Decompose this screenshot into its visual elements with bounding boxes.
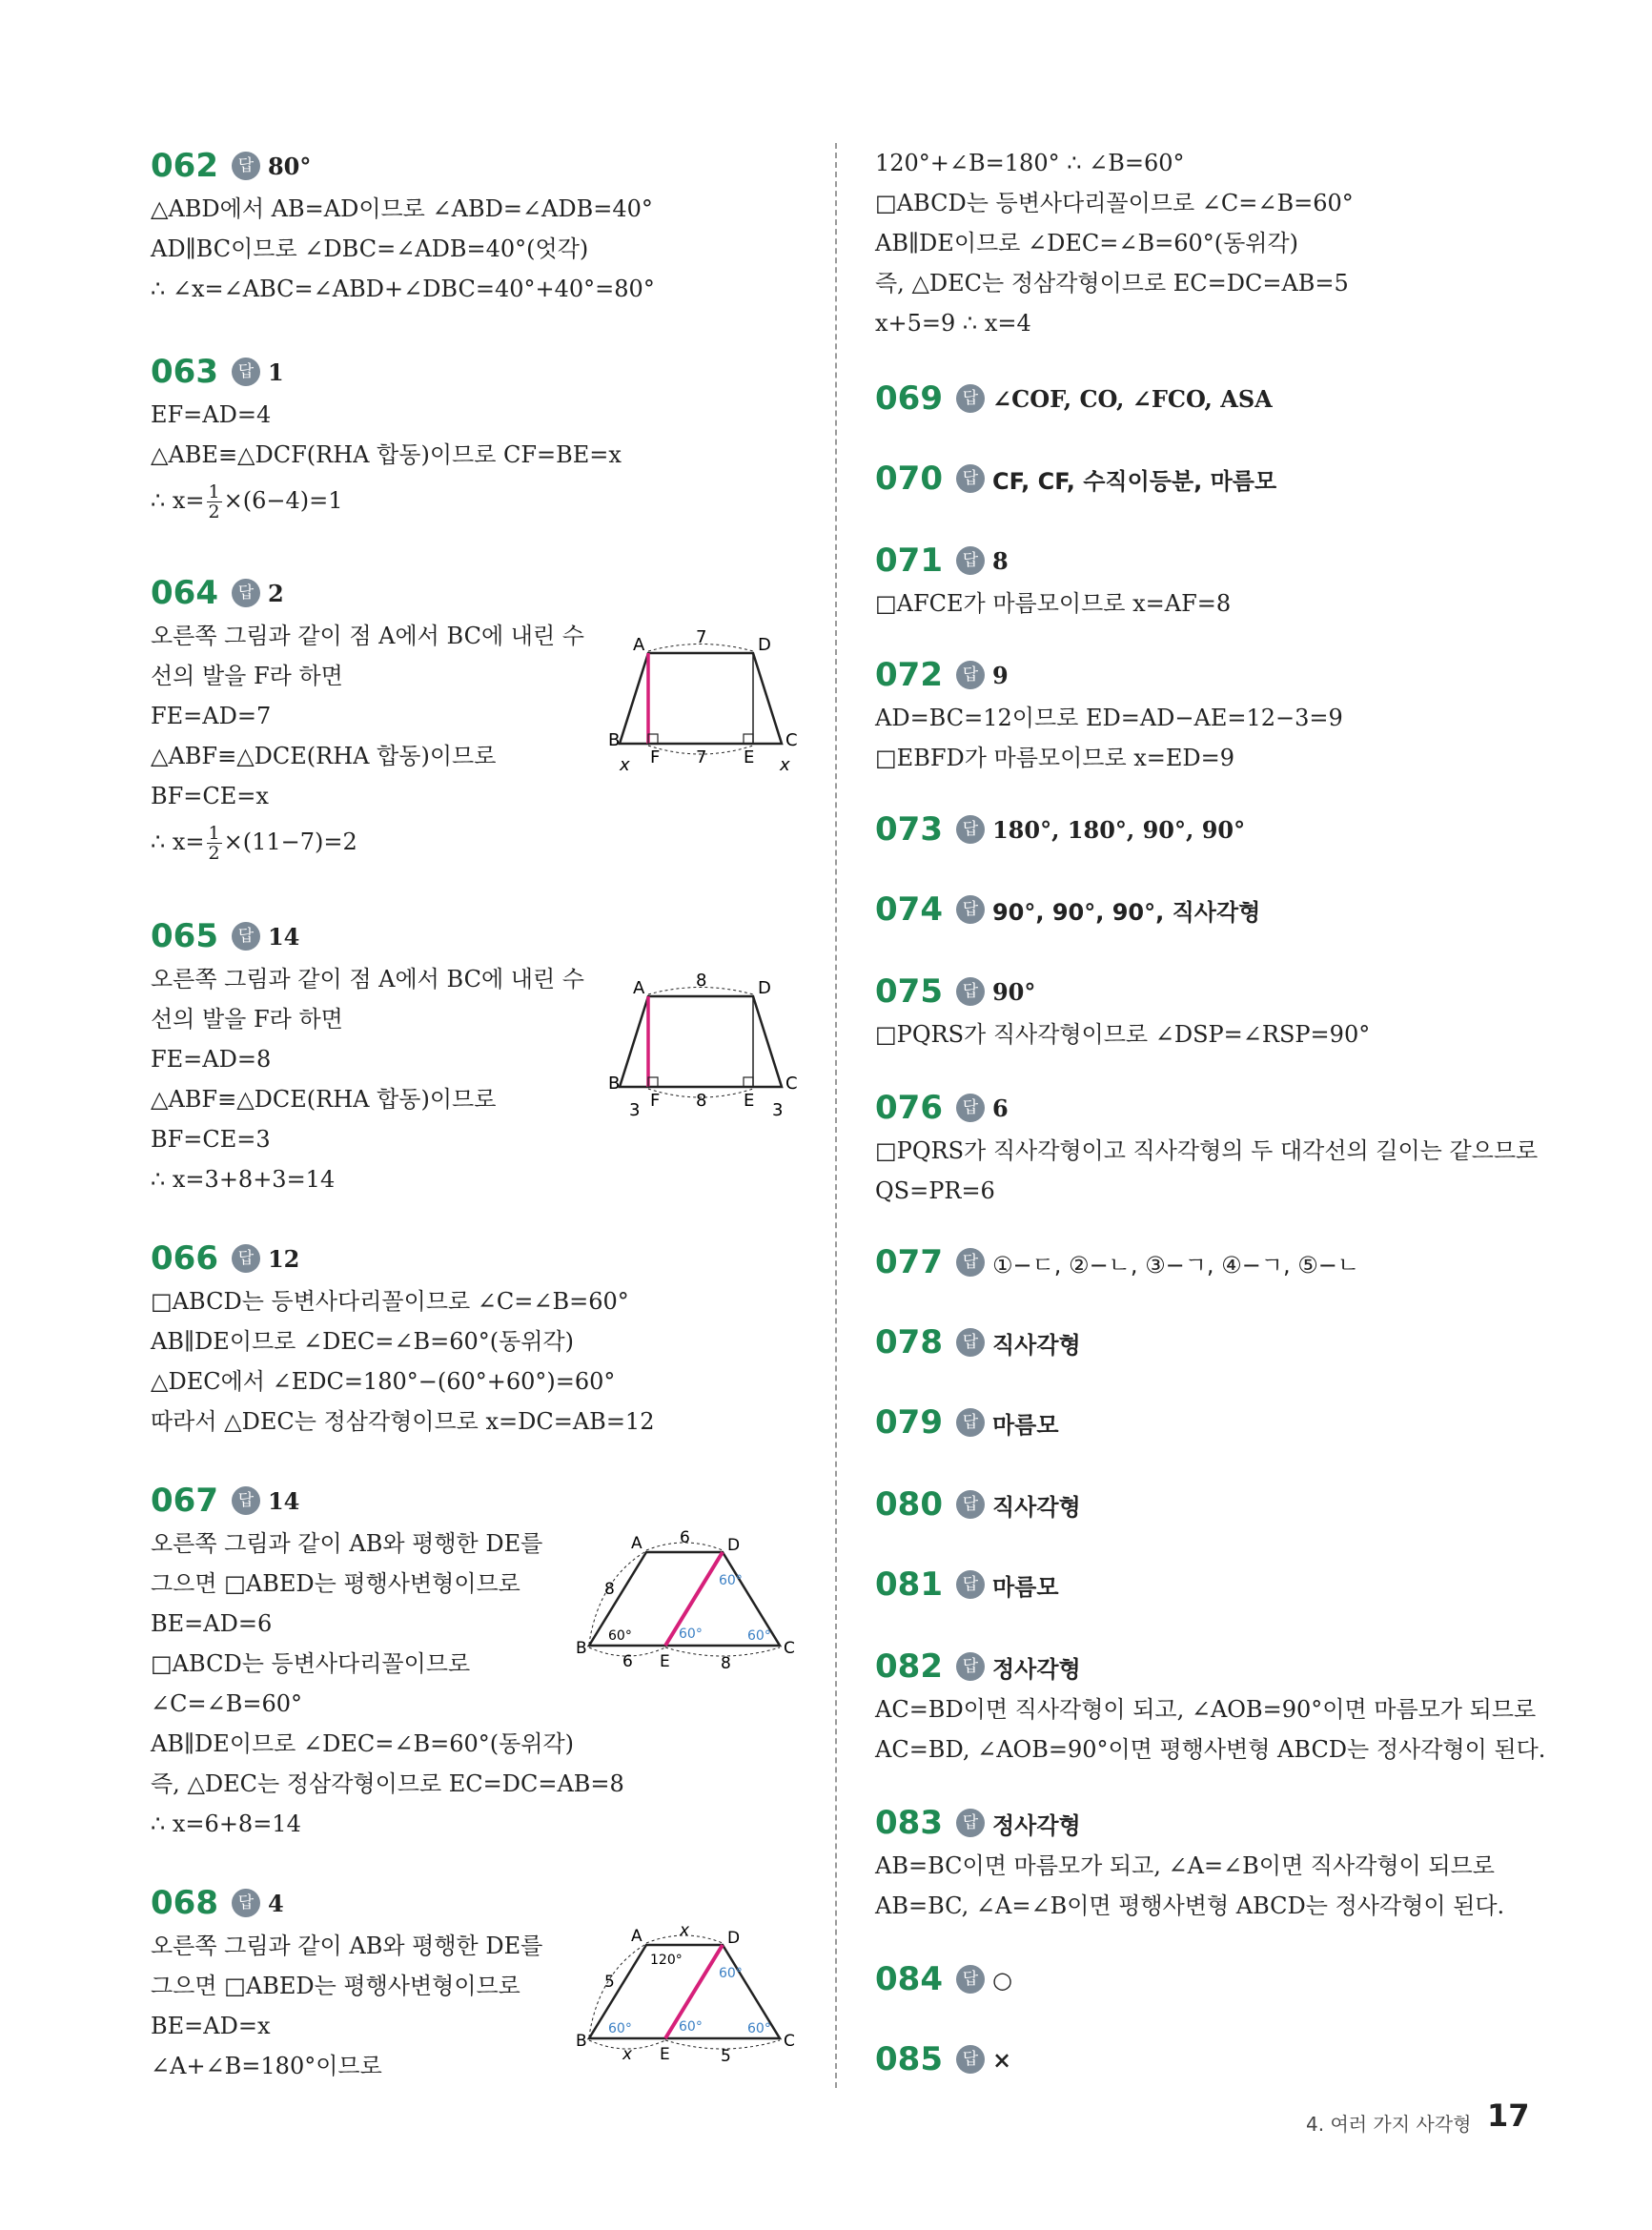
problem-080 bbox=[875, 1482, 1081, 1527]
side-length-label: 8 bbox=[604, 1580, 615, 1599]
vertex-b-label: B bbox=[576, 2032, 587, 2051]
vertex-b-label: B bbox=[608, 730, 621, 750]
be-length-label: 6 bbox=[622, 1652, 633, 1671]
answer-badge: 답 bbox=[956, 1094, 985, 1122]
problem-number: 078 bbox=[875, 1323, 943, 1361]
problem-084 bbox=[875, 1956, 1012, 2002]
answer: CF, CF, 수직이등분, 마름모 bbox=[991, 467, 1277, 495]
answer-badge: 답 bbox=[956, 464, 985, 493]
answer-badge: 답 bbox=[956, 815, 985, 844]
solution-line: QS=PR=6 bbox=[875, 1177, 995, 1204]
answer-badge: 답 bbox=[956, 1809, 985, 1837]
vertex-c-label: C bbox=[785, 730, 798, 750]
problem-074 bbox=[875, 887, 1260, 932]
solution-line: AB=BC이면 마름모가 되고, ∠A=∠B이면 직사각형이 되므로 bbox=[875, 1852, 1495, 1879]
solution-line: EF=AD=4 bbox=[151, 401, 272, 428]
top-length-label: x bbox=[680, 1921, 690, 1940]
point-e-label: E bbox=[744, 1091, 755, 1111]
problem-number: 084 bbox=[875, 1960, 943, 1998]
angle-c-label: 60° bbox=[747, 2021, 771, 2036]
point-e-label: E bbox=[660, 2045, 670, 2064]
problem-number: 068 bbox=[151, 1884, 218, 1922]
answer: 직사각형 bbox=[991, 1493, 1081, 1521]
angle-d-label: 60° bbox=[719, 1573, 743, 1588]
problem-082 bbox=[875, 1644, 1545, 1770]
problem-number: 066 bbox=[151, 1239, 218, 1278]
answer: 12 bbox=[267, 1244, 300, 1273]
answer: 90° bbox=[991, 977, 1036, 1006]
problem-number: 065 bbox=[151, 917, 218, 955]
answer-badge: 답 bbox=[232, 1244, 260, 1273]
answer: 6 bbox=[991, 1094, 1009, 1122]
problem-number: 071 bbox=[875, 542, 943, 580]
point-e-label: E bbox=[744, 747, 755, 767]
problem-number: 062 bbox=[151, 147, 218, 185]
answer-badge: 답 bbox=[232, 358, 260, 386]
answer-badge: 답 bbox=[956, 1248, 985, 1277]
solution-line: 오른쪽 그림과 같이 점 A에서 BC에 내린 수 bbox=[151, 623, 584, 649]
solution-line: ∴ x=6+8=14 bbox=[151, 1811, 301, 1837]
problem-075 bbox=[875, 969, 1370, 1054]
problem-078 bbox=[875, 1320, 1081, 1365]
answer-badge: 답 bbox=[956, 1328, 985, 1357]
problem-068 bbox=[151, 1880, 542, 2086]
solution-line: □ABCD는 등변사다리꼴이므로 ∠C=∠B=60° bbox=[151, 1288, 629, 1315]
problem-number: 082 bbox=[875, 1647, 943, 1686]
solution-line: ∴ ∠x=∠ABC=∠ABD+∠DBC=40°+40°=80° bbox=[151, 276, 655, 302]
answer-badge: 답 bbox=[956, 977, 985, 1006]
answer-badge: 답 bbox=[956, 2045, 985, 2074]
answer: 정사각형 bbox=[991, 1655, 1081, 1683]
problem-065 bbox=[151, 913, 584, 1199]
answer-badge: 답 bbox=[232, 579, 260, 607]
vertex-c-label: C bbox=[784, 2032, 795, 2051]
ec-length-label: 8 bbox=[721, 1654, 731, 1673]
answer-badge: 답 bbox=[956, 895, 985, 924]
solution-line: AD=BC=12이므로 ED=AD−AE=12−3=9 bbox=[875, 705, 1343, 731]
point-f-label: F bbox=[650, 1091, 661, 1111]
point-e-label: E bbox=[660, 1652, 670, 1671]
problem-number: 067 bbox=[151, 1482, 218, 1520]
solution-line: □PQRS가 직사각형이므로 ∠DSP=∠RSP=90° bbox=[875, 1021, 1371, 1048]
answer: 마름모 bbox=[991, 1411, 1059, 1439]
page-number: 17 bbox=[1487, 2097, 1530, 2134]
figure-067-trapezoid bbox=[576, 1524, 808, 1686]
answer-badge: 답 bbox=[232, 922, 260, 951]
problem-081 bbox=[875, 1562, 1059, 1607]
solution-line: 즉, △DEC는 정삼각형이므로 EC=DC=AB=8 bbox=[151, 1770, 624, 1797]
problem-079 bbox=[875, 1400, 1059, 1445]
solution-line: BF=CE=x bbox=[151, 783, 269, 809]
angle-d-label: 60° bbox=[719, 1966, 743, 1981]
answer: 1 bbox=[267, 358, 284, 386]
answer-badge: 답 bbox=[956, 1490, 985, 1519]
fraction: $\frac{1}{2}$ bbox=[208, 823, 220, 864]
problem-number: 075 bbox=[875, 972, 943, 1011]
problem-068-continued bbox=[875, 143, 1354, 343]
problem-067 bbox=[151, 1478, 624, 1844]
answer: ∠COF, CO, ∠FCO, ASA bbox=[991, 384, 1273, 413]
side-length-label: 5 bbox=[604, 1973, 615, 1992]
vertex-d-label: D bbox=[758, 635, 771, 655]
bottom-length-label: 7 bbox=[696, 747, 707, 767]
answer-badge: 답 bbox=[232, 1889, 260, 1917]
solution-line: BF=CE=3 bbox=[151, 1126, 271, 1153]
answer: 180°, 180°, 90°, 90° bbox=[991, 815, 1246, 844]
solution-line: FE=AD=8 bbox=[151, 1046, 272, 1073]
angle-b-label: 60° bbox=[608, 2021, 632, 2036]
solution-line: 따라서 △DEC는 정삼각형이므로 x=DC=AB=12 bbox=[151, 1408, 655, 1435]
left-length-label: 3 bbox=[629, 1100, 641, 1120]
solution-line: 오른쪽 그림과 같이 AB와 평행한 DE를 bbox=[151, 1933, 543, 1959]
answer-badge: 답 bbox=[956, 546, 985, 575]
problem-number: 081 bbox=[875, 1565, 943, 1604]
answer-badge: 답 bbox=[956, 1965, 985, 1994]
solution-line: ∠A+∠B=180°이므로 bbox=[151, 2053, 382, 2079]
problem-069 bbox=[875, 376, 1273, 421]
solution-line: □PQRS가 직사각형이고 직사각형의 두 대각선의 길이는 같으므로 bbox=[875, 1137, 1539, 1164]
vertex-d-label: D bbox=[727, 1929, 741, 1948]
problem-077 bbox=[875, 1239, 1359, 1285]
angle-a-label: 120° bbox=[650, 1953, 683, 1968]
left-length-label: x bbox=[620, 755, 630, 775]
answer: 80° bbox=[267, 152, 312, 180]
answer-badge: 답 bbox=[956, 1652, 985, 1681]
solution-line: □ABCD는 등변사다리꼴이므로 ∠C=∠B=60° bbox=[875, 190, 1354, 216]
problem-071 bbox=[875, 538, 1231, 624]
solution-line: AB∥DE이므로 ∠DEC=∠B=60°(동위각) bbox=[875, 230, 1299, 256]
figure-064-trapezoid bbox=[610, 620, 810, 782]
problem-number: 072 bbox=[875, 656, 943, 694]
answer-badge: 답 bbox=[232, 152, 260, 180]
solution-line: BE=AD=x bbox=[151, 2013, 271, 2039]
solution-line: △ABF≡△DCE(RHA 합동)이므로 bbox=[151, 743, 497, 769]
problem-number: 063 bbox=[151, 353, 218, 391]
solution-line: AB∥DE이므로 ∠DEC=∠B=60°(동위각) bbox=[151, 1730, 575, 1757]
answer: 2 bbox=[267, 579, 284, 607]
answer: 마름모 bbox=[991, 1573, 1059, 1601]
problem-number: 080 bbox=[875, 1485, 943, 1524]
vertex-a-label: A bbox=[633, 978, 645, 998]
problem-number: 077 bbox=[875, 1243, 943, 1281]
solution-line: 그으면 □ABED는 평행사변형이므로 bbox=[151, 1973, 520, 1999]
solution-line: △ABD에서 AB=AD이므로 ∠ABD=∠ADB=40° bbox=[151, 195, 653, 222]
problem-064 bbox=[151, 570, 584, 868]
problem-062 bbox=[151, 143, 655, 309]
solution-line: x+5=9 ∴ x=4 bbox=[875, 310, 1031, 337]
answer: 직사각형 bbox=[991, 1331, 1081, 1359]
solution-line: ∴ x=3+8+3=14 bbox=[151, 1166, 336, 1193]
problem-number: 079 bbox=[875, 1403, 943, 1442]
solution-line: AD∥BC이므로 ∠DBC=∠ADB=40°(엇각) bbox=[151, 235, 589, 262]
point-f-label: F bbox=[650, 747, 661, 767]
problem-076 bbox=[875, 1085, 1538, 1211]
vertex-d-label: D bbox=[758, 978, 771, 998]
answer-badge: 답 bbox=[956, 1408, 985, 1437]
solution-line: ∴ x= $\frac{1}{2}$ ×(6−4)=1 bbox=[151, 481, 343, 522]
vertex-c-label: C bbox=[785, 1074, 798, 1094]
vertex-c-label: C bbox=[784, 1639, 795, 1658]
figure-065-trapezoid bbox=[610, 963, 810, 1125]
answer: 14 bbox=[267, 922, 300, 951]
problem-063 bbox=[151, 349, 622, 526]
solution-line: FE=AD=7 bbox=[151, 703, 272, 729]
problem-number: 074 bbox=[875, 890, 943, 929]
solution-line: 120°+∠B=180° ∴ ∠B=60° bbox=[875, 150, 1185, 176]
top-length-label: 8 bbox=[696, 971, 707, 991]
problem-083 bbox=[875, 1800, 1504, 1926]
problem-number: 064 bbox=[151, 574, 218, 612]
fraction: $\frac{1}{2}$ bbox=[208, 481, 220, 522]
bottom-length-label: 8 bbox=[696, 1091, 707, 1111]
solution-line: ∴ x= $\frac{1}{2}$ ×(11−7)=2 bbox=[151, 823, 357, 864]
solution-line: BE=AD=6 bbox=[151, 1610, 273, 1637]
angle-e-label: 60° bbox=[679, 2019, 703, 2035]
answer-badge: 답 bbox=[956, 384, 985, 413]
solution-line: □ABCD는 등변사다리꼴이므로 bbox=[151, 1650, 471, 1677]
solution-line: △DEC에서 ∠EDC=180°−(60°+60°)=60° bbox=[151, 1368, 616, 1395]
vertex-a-label: A bbox=[631, 1927, 642, 1946]
vertex-a-label: A bbox=[633, 635, 645, 655]
solution-line: ∠C=∠B=60° bbox=[151, 1690, 302, 1717]
right-length-label: 3 bbox=[772, 1100, 784, 1120]
solution-line: 그으면 □ABED는 평행사변형이므로 bbox=[151, 1570, 520, 1597]
answer: ○ bbox=[991, 1965, 1012, 1994]
footer-chapter-label: 4. 여러 가지 사각형 bbox=[1306, 2113, 1472, 2136]
problem-number: 083 bbox=[875, 1804, 943, 1842]
angle-c-label: 60° bbox=[747, 1628, 771, 1644]
vertex-d-label: D bbox=[727, 1536, 741, 1555]
problem-085 bbox=[875, 2036, 1011, 2082]
problem-number: 073 bbox=[875, 810, 943, 849]
problem-number: 069 bbox=[875, 379, 943, 418]
right-length-label: x bbox=[780, 755, 790, 775]
answer: 14 bbox=[267, 1486, 300, 1515]
answer: 4 bbox=[267, 1889, 284, 1917]
solution-line: □EBFD가 마름모이므로 x=ED=9 bbox=[875, 745, 1235, 771]
solution-line: 선의 발을 F라 하면 bbox=[151, 663, 343, 689]
problem-072 bbox=[875, 652, 1343, 778]
solution-line: 선의 발을 F라 하면 bbox=[151, 1006, 343, 1033]
answer: 9 bbox=[991, 661, 1009, 689]
problem-066 bbox=[151, 1236, 654, 1442]
column-divider bbox=[835, 143, 837, 2088]
answer-badge: 답 bbox=[232, 1486, 260, 1515]
answer: 정사각형 bbox=[991, 1811, 1081, 1839]
be-length-label: x bbox=[622, 2045, 633, 2064]
problem-number: 076 bbox=[875, 1089, 943, 1127]
top-length-label: 7 bbox=[696, 627, 707, 647]
solution-line: AC=BD, ∠AOB=90°이면 평행사변형 ABCD는 정사각형이 된다. bbox=[875, 1736, 1546, 1763]
solution-line: AB=BC, ∠A=∠B이면 평행사변형 ABCD는 정사각형이 된다. bbox=[875, 1892, 1505, 1919]
solution-line: 즉, △DEC는 정삼각형이므로 EC=DC=AB=5 bbox=[875, 270, 1349, 297]
answer: 90°, 90°, 90°, 직사각형 bbox=[991, 898, 1261, 926]
solution-line: △ABE≡△DCF(RHA 합동)이므로 CF=BE=x bbox=[151, 441, 622, 468]
answer: ①−ㄷ, ②−ㄴ, ③−ㄱ, ④−ㄱ, ⑤−ㄴ bbox=[991, 1251, 1360, 1279]
answer: 8 bbox=[991, 546, 1009, 575]
vertex-b-label: B bbox=[576, 1639, 587, 1658]
top-length-label: 6 bbox=[680, 1528, 690, 1547]
problem-073 bbox=[875, 807, 1245, 852]
problem-070 bbox=[875, 456, 1276, 501]
solution-line: □AFCE가 마름모이므로 x=AF=8 bbox=[875, 590, 1232, 617]
answer: × bbox=[991, 2045, 1012, 2074]
problem-number: 070 bbox=[875, 460, 943, 498]
problem-number: 085 bbox=[875, 2040, 943, 2078]
answer-badge: 답 bbox=[956, 661, 985, 689]
solution-line: △ABF≡△DCE(RHA 합동)이므로 bbox=[151, 1086, 497, 1113]
solution-line: 오른쪽 그림과 같이 AB와 평행한 DE를 bbox=[151, 1530, 543, 1557]
answer-badge: 답 bbox=[956, 1570, 985, 1599]
angle-b-label: 60° bbox=[608, 1628, 632, 1644]
solution-line: AC=BD이면 직사각형이 되고, ∠AOB=90°이면 마름모가 되므로 bbox=[875, 1696, 1537, 1723]
ec-length-label: 5 bbox=[721, 2047, 731, 2066]
figure-068-trapezoid bbox=[576, 1916, 808, 2078]
vertex-a-label: A bbox=[631, 1534, 642, 1553]
solution-line: AB∥DE이므로 ∠DEC=∠B=60°(동위각) bbox=[151, 1328, 575, 1355]
solution-line: 오른쪽 그림과 같이 점 A에서 BC에 내린 수 bbox=[151, 966, 584, 992]
angle-e-label: 60° bbox=[679, 1626, 703, 1642]
vertex-b-label: B bbox=[608, 1074, 621, 1094]
